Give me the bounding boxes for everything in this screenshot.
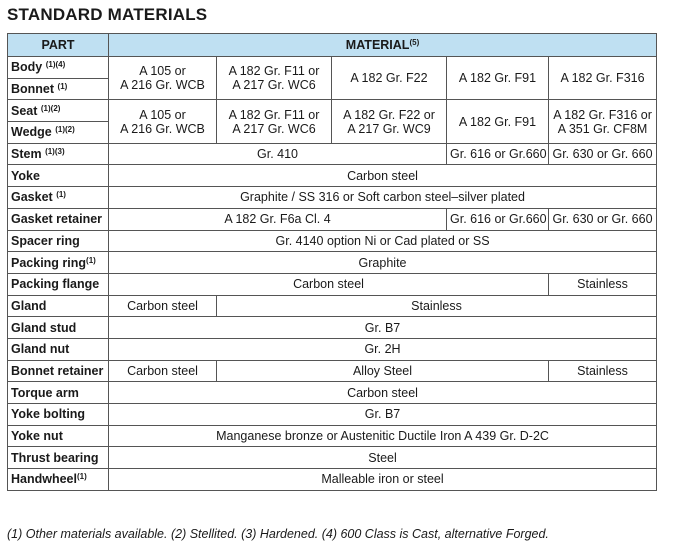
cell: Manganese bronze or Austenitic Ductile Iron A 439 Gr. D-2C xyxy=(109,425,657,447)
table-row xyxy=(8,273,657,295)
cell: A 182 Gr. F316 or A 351 Gr. CF8M xyxy=(549,100,657,143)
cell: A 182 Gr. F6a Cl. 4 xyxy=(109,208,447,230)
part-gasket-retainer: Gasket retainer xyxy=(8,208,109,230)
part-packing-flange: Packing flange xyxy=(8,273,109,295)
cell: Gr. 630 or Gr. 660 xyxy=(549,143,657,165)
cell: Carbon steel xyxy=(109,295,217,317)
table-row xyxy=(8,404,657,426)
table-header-row xyxy=(8,34,657,57)
part-body: Body $^{(1)(4)}$ xyxy=(8,57,109,79)
cell: Carbon steel xyxy=(109,360,217,382)
cell: Graphite xyxy=(109,252,657,274)
cell: A 105 or A 216 Gr. WCB xyxy=(109,57,217,100)
table-row xyxy=(8,317,657,339)
cell: Steel xyxy=(109,447,657,469)
cell: Stainless xyxy=(217,295,657,317)
part-bonnet-retainer: Bonnet retainer xyxy=(8,360,109,382)
table-row xyxy=(8,447,657,469)
table-row xyxy=(8,360,657,382)
part-gland-stud: Gland stud xyxy=(8,317,109,339)
part-wedge: Wedge $^{(1)(2)}$ xyxy=(8,122,109,144)
cell: Gr. B7 xyxy=(109,317,657,339)
cell: Malleable iron or steel xyxy=(109,469,657,491)
cell: A 182 Gr. F91 xyxy=(447,57,549,100)
footnote: (1) Other materials available. (2) Stellited. (3) Hardened. (4) 600 Class is Cast, alternative Forged. xyxy=(7,527,549,541)
cell: Gr. 630 or Gr. 660 xyxy=(549,208,657,230)
cell: Gr. 410 xyxy=(109,143,447,165)
cell: Stainless xyxy=(549,360,657,382)
part-packing-ring: Packing ring$^{(1)}$ xyxy=(8,252,109,274)
part-yoke-bolting: Yoke bolting xyxy=(8,404,109,426)
table-row xyxy=(8,187,657,209)
materials-table xyxy=(7,33,657,491)
table-row xyxy=(8,469,657,491)
cell: A 182 Gr. F91 xyxy=(447,100,549,143)
table-row xyxy=(8,165,657,187)
cell: A 182 Gr. F22 or A 217 Gr. WC9 xyxy=(332,100,447,143)
part-torque-arm: Torque arm xyxy=(8,382,109,404)
cell: A 182 Gr. F11 or A 217 Gr. WC6 xyxy=(217,100,332,143)
part-gland: Gland xyxy=(8,295,109,317)
cell: A 182 Gr. F316 xyxy=(549,57,657,100)
table-row xyxy=(8,425,657,447)
table-row xyxy=(8,338,657,360)
part-yoke-nut: Yoke nut xyxy=(8,425,109,447)
part-gasket: Gasket $^{(1)}$ xyxy=(8,187,109,209)
cell: Carbon steel xyxy=(109,273,549,295)
cell: A 182 Gr. F22 xyxy=(332,57,447,100)
cell: Alloy Steel xyxy=(217,360,549,382)
part-seat: Seat $^{(1)(2)}$ xyxy=(8,100,109,122)
cell: Gr. B7 xyxy=(109,404,657,426)
part-stem: Stem $^{(1)(3)}$ xyxy=(8,143,109,165)
table-row xyxy=(8,57,657,79)
table-row xyxy=(8,382,657,404)
table-row xyxy=(8,295,657,317)
cell: Gr. 4140 option Ni or Cad plated or SS xyxy=(109,230,657,252)
header-part: PART xyxy=(8,34,109,57)
cell: A 182 Gr. F11 or A 217 Gr. WC6 xyxy=(217,57,332,100)
part-thrust-bearing: Thrust bearing xyxy=(8,447,109,469)
table-row xyxy=(8,208,657,230)
cell: Gr. 616 or Gr.660 xyxy=(447,143,549,165)
header-material: MATERIAL$^{(5)}$ xyxy=(109,34,657,57)
cell: Gr. 2H xyxy=(109,338,657,360)
part-gland-nut: Gland nut xyxy=(8,338,109,360)
cell: Gr. 616 or Gr.660 xyxy=(447,208,549,230)
page-title: STANDARD MATERIALS xyxy=(7,5,208,24)
part-handwheel: Handwheel$^{(1)}$ xyxy=(8,469,109,491)
part-bonnet: Bonnet $^{(1)}$ xyxy=(8,78,109,100)
table-row xyxy=(8,252,657,274)
cell: Stainless xyxy=(549,273,657,295)
cell: Carbon steel xyxy=(109,382,657,404)
table-row xyxy=(8,143,657,165)
table-row xyxy=(8,230,657,252)
cell: A 105 or A 216 Gr. WCB xyxy=(109,100,217,143)
table-row xyxy=(8,100,657,122)
cell: Carbon steel xyxy=(109,165,657,187)
part-yoke: Yoke xyxy=(8,165,109,187)
cell: Graphite / SS 316 or Soft carbon steel–silver plated xyxy=(109,187,657,209)
part-spacer-ring: Spacer ring xyxy=(8,230,109,252)
